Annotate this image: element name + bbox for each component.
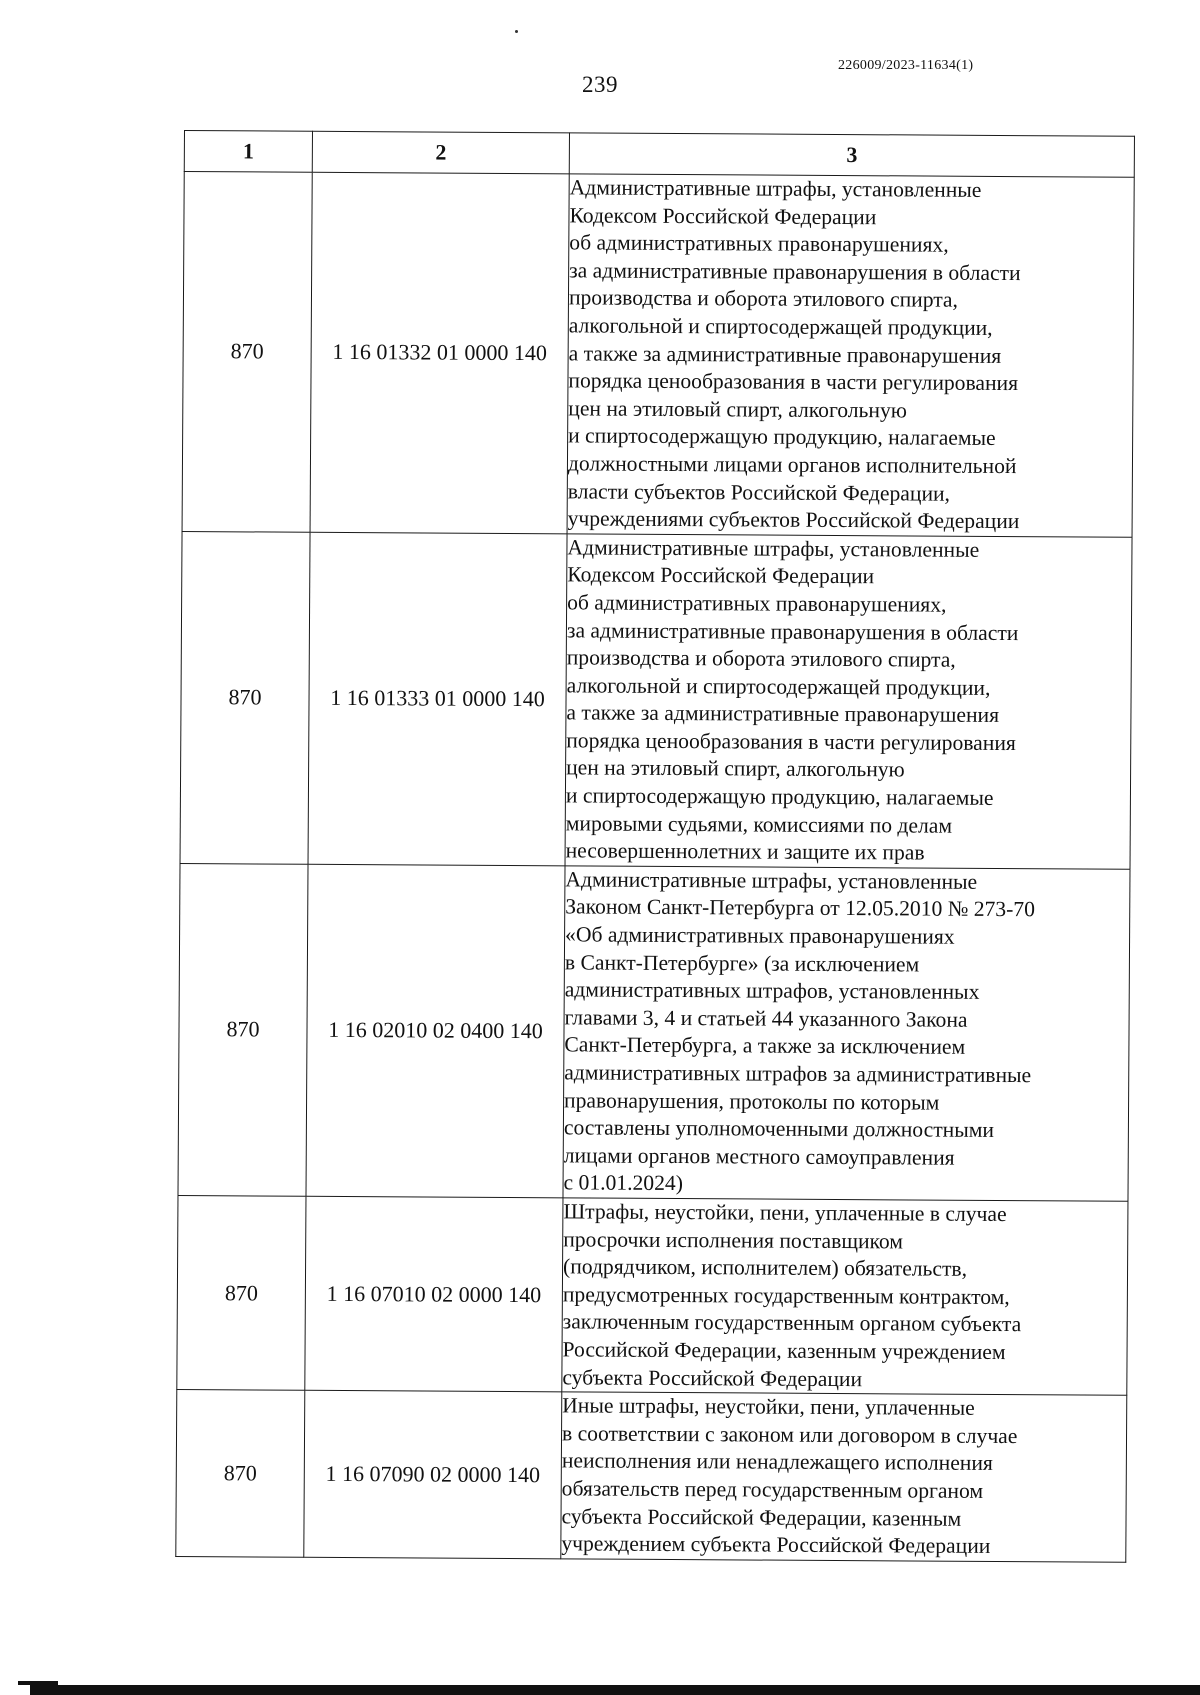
kbk-code-cell: 1 16 01333 01 0000 140	[308, 532, 567, 866]
column-header-2: 2	[312, 131, 569, 174]
column-header-1: 1	[184, 131, 312, 173]
budget-codes-table	[175, 130, 1135, 1562]
kbk-code-cell: 1 16 07090 02 0000 140	[304, 1390, 562, 1558]
description-cell: Штрафы, неустойки, пени, уплаченные в случае просрочки исполнения поставщиком (подрядчиком, исполнителем) обязательств, предусмотренных государственным контрактом, заключенным государственным органом субъекта Российской Федерации, казенным учреждением субъекта Российской Федерации	[562, 1198, 1128, 1396]
admin-code-cell: 870	[176, 1390, 305, 1557]
scan-bottom-edge	[30, 1685, 1200, 1695]
table-row	[180, 531, 1132, 869]
kbk-code-cell: 1 16 07010 02 0000 140	[305, 1196, 563, 1392]
document-id: 226009/2023-11634(1)	[838, 58, 974, 73]
scan-speck	[515, 30, 518, 33]
description-cell: Административные штрафы, установленные Кодексом Российской Федерации об административных правонарушениях, за административные правонарушения в области производства и оборота этилового спирта, алкогольной и спиртосодержащей продукции, а также за административные правонарушения порядка ценообразования в части регулирования цен на этиловый спирт, алкогольную и спиртосодержащую продукцию, налагаемые мировыми судьями, комиссиями по делам несовершеннолетних и защите их прав	[565, 534, 1132, 870]
admin-code-cell: 870	[182, 172, 312, 532]
kbk-code-cell: 1 16 01332 01 0000 140	[310, 172, 569, 533]
table-row	[178, 863, 1130, 1201]
description-cell: Иные штрафы, неустойки, пени, уплаченные в соответствии с законом или договором в случае неисполнения или ненадлежащего исполнения обязательств перед государственным органом субъекта Российской Федерации, казенным учреждением субъекта Российской Федерации	[561, 1392, 1127, 1562]
page-number: 239	[582, 72, 618, 97]
admin-code-cell: 870	[178, 863, 308, 1196]
table-row	[182, 172, 1134, 538]
admin-code-cell: 870	[180, 531, 310, 864]
column-header-3: 3	[569, 133, 1134, 177]
table-row	[176, 1390, 1127, 1562]
description-cell: Административные штрафы, установленные Кодексом Российской Федерации об административных правонарушениях, за административные правонарушения в области производства и оборота этилового спирта, алкогольной и спиртосодержащей продукции, а также за административные правонарушения порядка ценообразования в части регулирования цен на этиловый спирт, алкогольную и спиртосодержащую продукцию, налагаемые должностными лицами органов исполнительной власти субъектов Российской Федерации, учреждениями субъектов Российской Федерации	[567, 174, 1134, 537]
description-cell: Административные штрафы, установленные Законом Санкт-Петербурга от 12.05.2010 № 273-70 «Об административных правонарушениях в Санкт-Петербурге» (за исключением административных штрафов, установленных главами 3, 4 и статьей 44 указанного Закона Санкт-Петербурга, а также за исключением административных штрафов за административные правонарушения, протоколы по которым составлены уполномоченными должностными лицами органов местного самоуправления с 01.01.2024)	[563, 866, 1130, 1202]
kbk-code-cell: 1 16 02010 02 0400 140	[306, 864, 565, 1198]
admin-code-cell: 870	[177, 1195, 306, 1390]
table-header-row	[184, 131, 1134, 178]
table-row	[177, 1195, 1128, 1395]
